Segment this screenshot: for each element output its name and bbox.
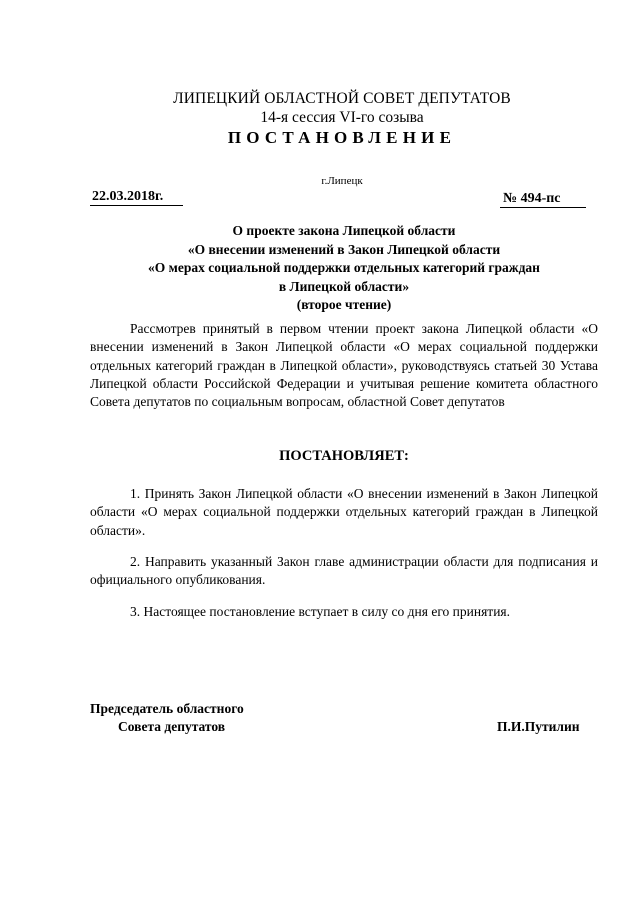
subject-line: «О мерах социальной поддержки отдельных категорий граждан [148,260,540,276]
number-underline [500,207,586,208]
city-line: г.Липецк [321,175,363,187]
council-name: ЛИПЕЦКИЙ ОБЛАСТНОЙ СОВЕТ ДЕПУТАТОВ [173,90,511,107]
resolves-heading: ПОСТАНОВЛЯЕТ: [279,448,409,464]
subject-line: «О внесении изменений в Закон Липецкой области [187,241,501,257]
document-subject [90,222,598,315]
intro-paragraph: Рассмотрев принятый в первом чтении проект закона Липецкой области «О внесении изменений в Закон Липецкой области «О мерах социальной поддержки отдельных категорий граждан в Липецкой области», руководствуясь статьей 30 Устава Липецкой области Российской Федерации и учитывая решение комитета областного Совета депутатов по социальным вопросам, областной Совет депутатов [90,321,598,410]
document-type-title: ПОСТАНОВЛЕНИЕ [227,128,457,147]
session-line: 14-я сессия VI-го созыва [260,109,424,126]
subject-line: (второе чтение) [296,297,392,313]
signatory-role-line1: Председатель областного [90,701,244,716]
signatory-role-line2: Совета депутатов [118,719,226,734]
resolution-item: 2. Направить указанный Закон главе администрации области для подписания и официального опубликования. [90,554,598,588]
resolution-item: 3. Настоящее постановление вступает в силу со дня его принятия. [130,604,511,619]
resolution-item: 1. Принять Закон Липецкой области «О внесении изменений в Закон Липецкой области «О мерах социальной поддержки отдельных категорий граждан в Липецкой области». [90,486,598,538]
document-date: 22.03.2018г. [92,189,164,204]
subject-line: О проекте закона Липецкой области [232,223,456,238]
signatory-name: П.И.Путилин [497,719,580,734]
subject-line: в Липецкой области» [278,278,410,294]
date-underline [90,205,183,206]
document-number: № 494-пс [503,191,561,206]
